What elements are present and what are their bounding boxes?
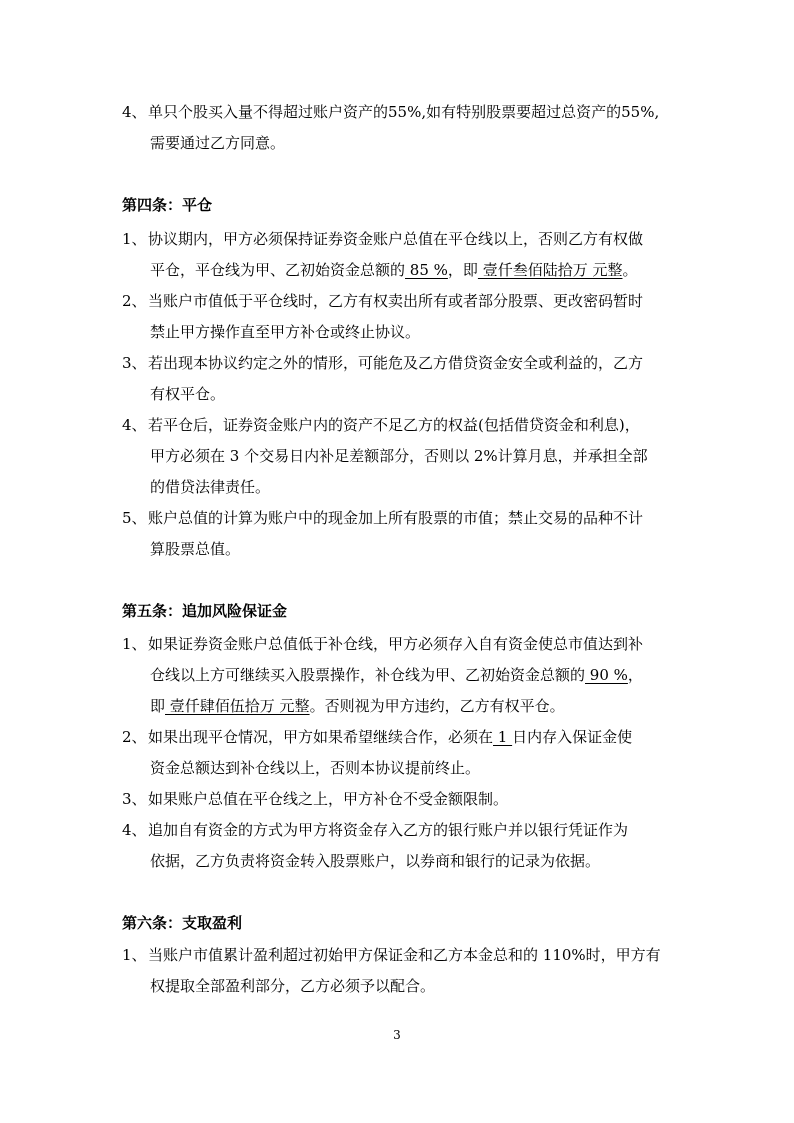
item-number: 5、 [122,509,147,527]
item-number: 3、 [122,790,147,808]
clause-line: 甲方必须在 3 个交易日内补足差额部分，否则以 2%计算月息，并承担全部 [150,447,648,465]
item-number: 2、 [122,292,147,310]
item-number: 1、 [122,635,147,653]
clause-text: 日内存入保证金使 [512,728,633,746]
clause-line: 有权平仓。 [150,385,226,403]
clause-text: 如果出现平仓情况，甲方如果希望继续合作，必须在 [148,728,494,746]
liquidation-amount: 壹仟叁佰陆拾万 元整 [477,261,623,279]
clause-line: 协议期内，甲方必须保持证券资金账户总值在平仓线以上，否则乙方有权做 [148,230,644,248]
liquidation-percent: 85 % [405,261,448,279]
clause-text: 平仓，平仓线为甲、乙初始资金总额的 [150,261,406,279]
margin-call-amount: 壹仟肆佰伍拾万 元整 [165,697,310,715]
clause-line [150,691,565,722]
clause-line: 单只个股买入量不得超过账户资产的55%,如有特别股票要超过总资产的55%, [148,103,660,121]
clause-line: 依据，乙方负责将资金转入股票账户，以券商和银行的记录为依据。 [150,852,601,870]
margin-call-percent: 90 % [585,666,628,684]
clause-line: 账户总值的计算为账户中的现金加上所有股票的市值；禁止交易的品种不计 [148,509,644,527]
clause-line [150,660,643,691]
clause-line: 如果账户总值在平仓线之上，甲方补仓不受金额限制。 [148,790,509,808]
clause-text: ，即 [447,261,478,279]
clause-line [148,722,632,753]
item-number: 1、 [122,230,147,248]
section-4-title: 第四条：平仓 [122,196,213,214]
clause-line: 权提取全部盈利部分，乙方必须予以配合。 [150,977,436,995]
clause-line: 若平仓后，证券资金账户内的资产不足乙方的权益(包括借贷资金和利息)， [148,416,640,434]
item-number: 1、 [122,946,147,964]
clause-text: 即 [150,697,166,715]
item-number: 4、 [122,416,147,434]
item-number: 4、 [122,103,147,121]
item-number: 4、 [122,821,147,839]
item-number: 2、 [122,728,147,746]
deposit-days: 1 [493,728,513,746]
clause-line: 当账户市值低于平仓线时，乙方有权卖出所有或者部分股票、更改密码暂时 [148,292,644,310]
clause-line: 的借贷法律责任。 [150,478,271,496]
section-5-title: 第五条：追加风险保证金 [122,602,288,620]
clause-line: 算股票总值。 [150,540,241,558]
clause-text: 仓线以上方可继续买入股票操作，补仓线为甲、乙初始资金总额的 [150,666,586,684]
clause-line: 如果证券资金账户总值低于补仓线，甲方必须存入自有资金使总市值达到补 [148,635,644,653]
clause-line: 禁止甲方操作直至甲方补仓或终止协议。 [150,323,421,341]
clause-text: 。 [622,261,638,279]
clause-line [150,255,637,286]
clause-line: 需要通过乙方同意。 [150,134,286,152]
clause-text: ， [627,666,643,684]
clause-line: 资金总额达到补仓线以上，否则本协议提前终止。 [150,759,481,777]
clause-text: 。否则视为甲方违约，乙方有权平仓。 [309,697,565,715]
clause-line: 追加自有资金的方式为甲方将资金存入乙方的银行账户并以银行凭证作为 [148,821,629,839]
clause-line: 当账户市值累计盈利超过初始甲方保证金和乙方本金总和的 110%时，甲方有 [148,946,661,964]
page-number: 3 [393,1028,401,1042]
clause-line: 若出现本协议约定之外的情形，可能危及乙方借贷资金安全或利益的，乙方 [148,354,644,372]
section-6-title: 第六条：支取盈利 [122,914,243,932]
item-number: 3、 [122,354,147,372]
